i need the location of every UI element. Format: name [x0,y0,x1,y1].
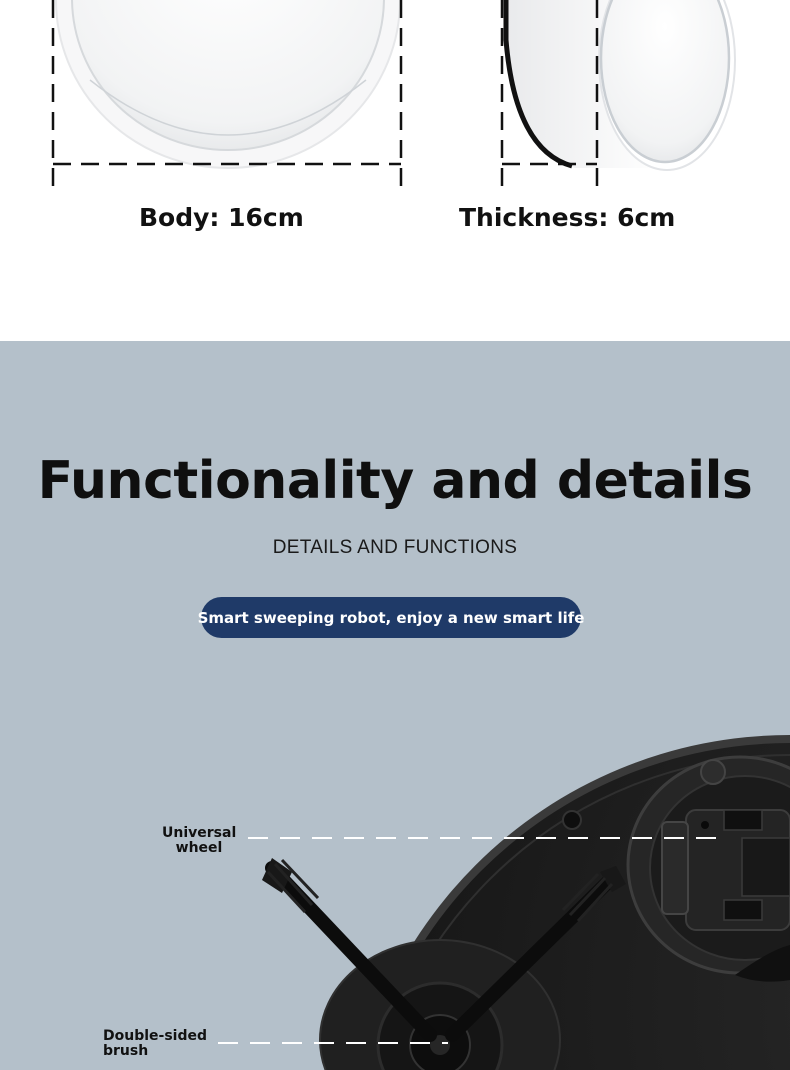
brush-label-line2: brush [103,1043,149,1059]
wheel-label-line2: wheel [175,840,223,856]
robot-side-view [506,0,735,170]
robot-front-view [56,0,400,168]
universal-wheel-label [162,826,236,856]
dimensions-section [0,0,790,341]
wheel-label-line1: Universal [162,825,237,841]
brush-label-line1: Double-sided [103,1028,208,1044]
robot-underside-illustration [0,341,790,1070]
thickness-label: Thickness: 6cm [459,203,676,232]
dimensions-illustration [0,0,790,341]
body-size-label: Body: 16cm [139,203,304,232]
section-subtitle: DETAILS AND FUNCTIONS [272,537,518,558]
tagline-badge: Smart sweeping robot, enjoy a new smart life [201,597,581,638]
screw-hole [563,811,581,829]
section-title: Functionality and details [37,451,753,511]
double-sided-brush-label [103,1029,207,1059]
